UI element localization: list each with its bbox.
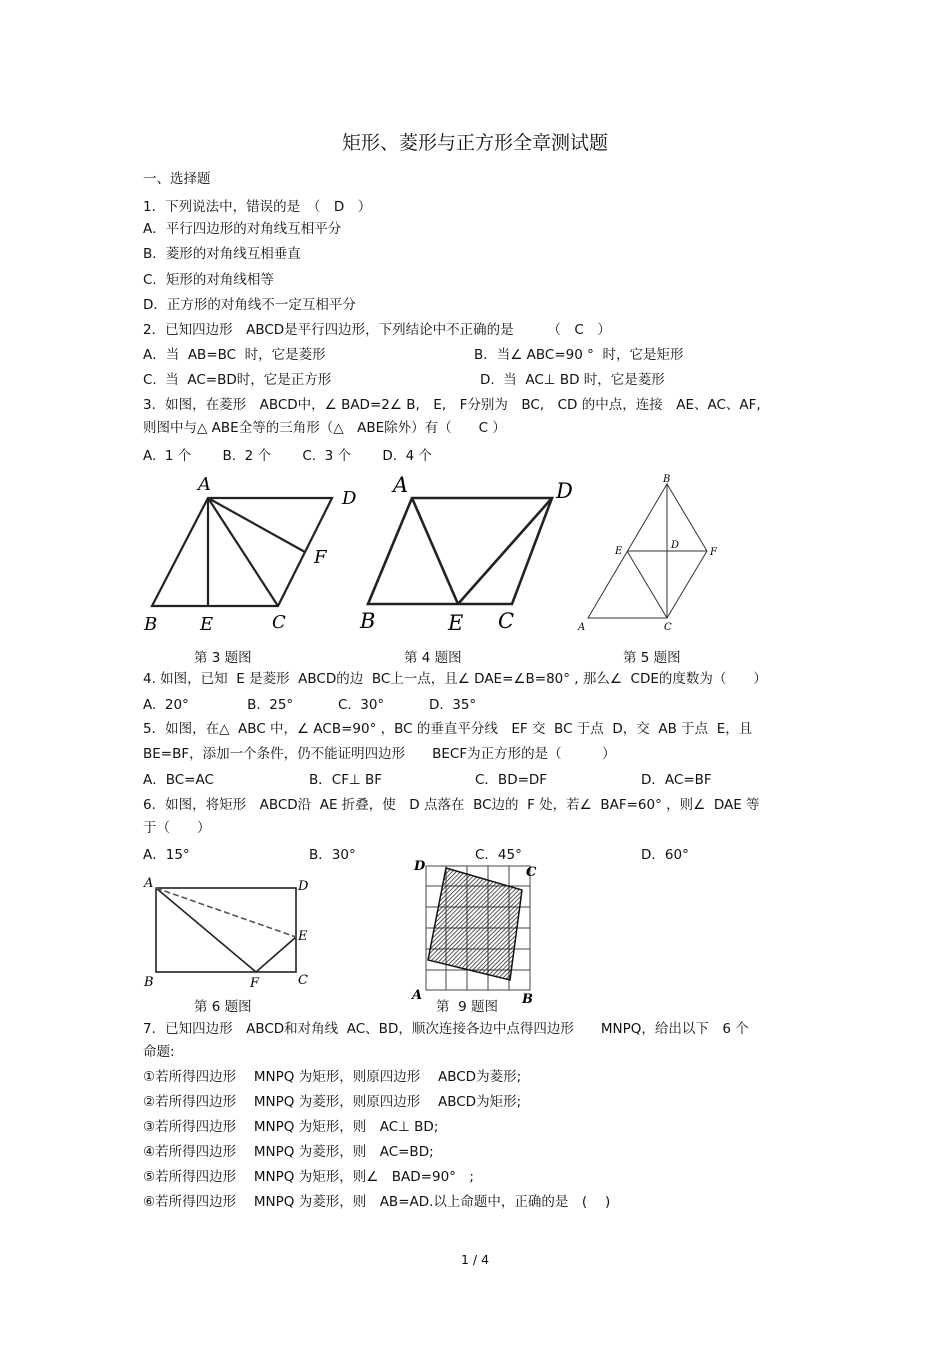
fig4-label-b: B (360, 609, 376, 633)
figure-4-caption: 第 4 题图 (404, 650, 462, 666)
fig5-label-e: E (615, 546, 623, 557)
fig3-label-f: F (314, 547, 327, 568)
page-number: 1 / 4 (460, 1252, 490, 1267)
figure-6-caption: 第 6 题图 (194, 999, 252, 1015)
q7-stem-line1: 7．已知四边形 ABCD和对角线 AC、BD，顺次连接各边中点得四边形 MNPQ，给出以下 6 个 (143, 1021, 749, 1037)
q2-option-d: D. 当 AC⊥ BD 时，它是菱形 (480, 372, 665, 388)
fig9-label-d: D (414, 859, 426, 874)
q6-option-b: B．30° (309, 847, 356, 863)
figure-3-rhombus (140, 470, 370, 640)
q5-stem-line1: 5．如图，在△ ABC 中，∠ ACB=90° ，BC 的垂直平分线 EF 交 BC 于点 D，交 AB 于点 E，且 (143, 721, 753, 737)
fig6-label-f: F (250, 976, 260, 991)
q5-stem-line2: BE=BF，添加一个条件，仍不能证明四边形 BECF为正方形的是（ ） (143, 746, 616, 762)
q4-options: A. 20° B. 25° C. 30° D. 35° (143, 697, 477, 713)
q1-option-a: A．平行四边形的对角线互相平分 (143, 221, 342, 237)
section-heading: 一、选择题 (143, 171, 211, 187)
q7-proposition-6: ⑥若所得四边形 MNPQ 为菱形，则 AB=AD.以上命题中，正确的是 ( ) (143, 1194, 611, 1210)
fig3-label-c: C (272, 612, 286, 633)
q7-proposition-4: ④若所得四边形 MNPQ 为菱形，则 AC=BD; (143, 1144, 434, 1160)
q3-stem-line1: 3．如图，在菱形 ABCD中，∠ BAD=2∠ B, E, F分别为 BC, CD 的中点，连接 AE、AC、AF, (143, 397, 761, 413)
q7-stem-line2: 命题: (143, 1044, 175, 1060)
q6-stem-line1: 6．如图，将矩形 ABCD沿 AE 折叠，使 D 点落在 BC边的 F 处，若∠ BAF=60° ，则∠ DAE 等 (143, 797, 760, 813)
fig6-label-e: E (298, 929, 308, 944)
q2-option-a: A．当 AB=BC 时，它是菱形 (143, 347, 326, 363)
fig5-label-f: F (710, 547, 717, 558)
q5-option-b: B．CF⊥ BF (309, 772, 383, 788)
figure-4-rhombus (360, 470, 590, 640)
fig4-label-a: A (393, 473, 409, 497)
q6-option-d: D．60° (641, 847, 689, 863)
fig3-label-a: A (198, 474, 211, 495)
q3-stem-line2: 则图中与△ ABE全等的三角形（△ ABE除外）有（ C ） (143, 420, 506, 436)
fig5-label-d: D (671, 540, 680, 551)
q5-option-d: D．AC=BF (641, 772, 712, 788)
fig6-label-b: B (144, 975, 154, 990)
fig4-label-e: E (448, 611, 464, 635)
fig6-label-a: A (144, 876, 154, 891)
q1-option-c: C．矩形的对角线相等 (143, 272, 274, 288)
q7-proposition-1: ①若所得四边形 MNPQ 为矩形，则原四边形 ABCD为菱形; (143, 1069, 522, 1085)
q5-option-a: A．BC=AC (143, 772, 214, 788)
q7-proposition-5: ⑤若所得四边形 MNPQ 为矩形，则∠ BAD=90° ; (143, 1169, 474, 1185)
figure-3-caption: 第 3 题图 (194, 650, 252, 666)
q5-option-c: C．BD=DF (475, 772, 548, 788)
fig3-label-e: E (200, 614, 214, 635)
q3-options: A. 1 个 B. 2 个 C. 3 个 D. 4 个 (143, 448, 432, 464)
fig6-label-c: C (298, 973, 308, 988)
q6-stem-line2: 于（ ） (143, 820, 211, 836)
fig5-label-b: B (663, 474, 671, 485)
q1-stem: 1．下列说法中，错误的是 （ D ） (143, 199, 372, 215)
q1-option-b: B．菱形的对角线互相垂直 (143, 246, 301, 262)
figure-5-caption: 第 5 题图 (623, 650, 681, 666)
q2-option-b: B．当∠ ABC=90 ° 时，它是矩形 (474, 347, 684, 363)
figure-9-grid-square (408, 856, 558, 1006)
q2-stem: 2．已知四边形 ABCD是平行四边形，下列结论中不正确的是 （ C ） (143, 322, 611, 338)
fig9-label-a: A (412, 988, 423, 1003)
figure-9-caption: 第 9 题图 (436, 999, 498, 1015)
fig5-label-c: C (664, 622, 672, 633)
q4-stem: 4. 如图，已知 E 是菱形 ABCD的边 BC上一点，且∠ DAE=∠B=80° , 那么∠ CDE的度数为（ ） (143, 671, 767, 687)
q7-proposition-2: ②若所得四边形 MNPQ 为菱形，则原四边形 ABCD为矩形; (143, 1094, 522, 1110)
fig4-label-d: D (556, 479, 573, 503)
fig9-label-c: C (526, 865, 537, 880)
figure-5-triangle (575, 470, 735, 640)
q2-option-c: C. 当 AC=BD时，它是正方形 (143, 372, 332, 388)
fig9-label-b: B (522, 992, 533, 1007)
document-title: 矩形、菱形与正方形全章测试题 (341, 132, 608, 154)
q1-option-d: D．正方形的对角线不一定互相平分 (143, 297, 356, 313)
figure-6-rectangle-fold (140, 870, 330, 995)
fig3-label-b: B (144, 614, 158, 635)
fig4-label-c: C (498, 609, 515, 633)
q6-option-c: C．45° (475, 847, 522, 863)
fig3-label-d: D (342, 488, 357, 509)
q7-proposition-3: ③若所得四边形 MNPQ 为矩形，则 AC⊥ BD; (143, 1119, 439, 1135)
fig6-label-d: D (298, 879, 309, 894)
fig5-label-a: A (578, 622, 586, 633)
q6-option-a: A．15° (143, 847, 190, 863)
